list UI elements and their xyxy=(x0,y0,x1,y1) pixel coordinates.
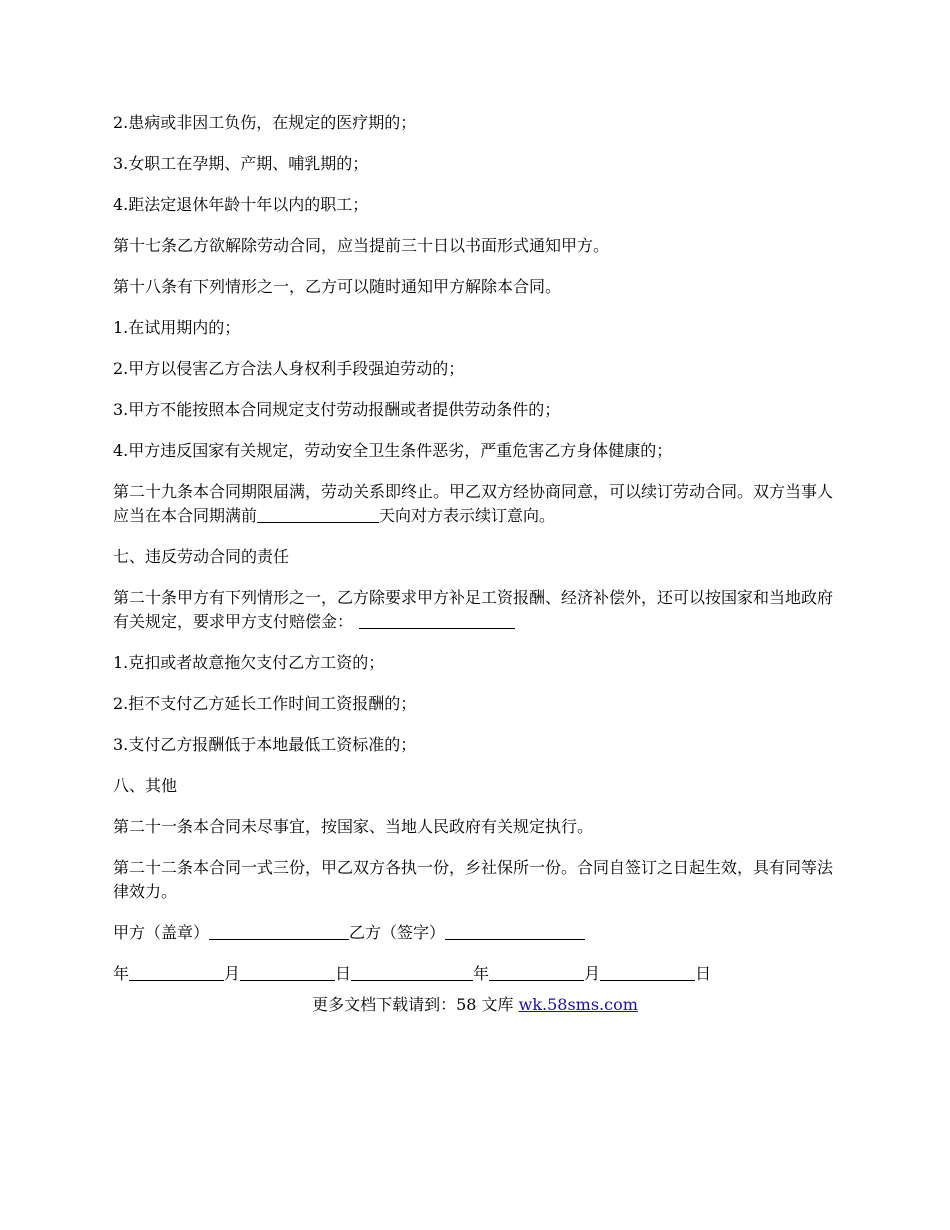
compensation-blank-field[interactable] xyxy=(359,612,515,629)
article-17: 第十七条乙方欲解除劳动合同，应当提前三十日以书面形式通知甲方。 xyxy=(113,236,610,255)
year-label: 年 xyxy=(113,964,130,983)
days-blank-field[interactable] xyxy=(257,506,379,523)
clause-line: 3.支付乙方报酬低于本地最低工资标准的； xyxy=(113,735,417,754)
article-29-text-end: 天向对方表示续订意向。 xyxy=(379,506,556,525)
footer-link[interactable]: wk.58sms.com xyxy=(518,995,638,1014)
article-20-text: 第二十条甲方有下列情形之一，乙方除要求甲方补足工资报酬、经济补偿外，还可以按国家和当地政府有关规定，要求甲方支付赔偿金： xyxy=(113,588,834,631)
year-label: 年 xyxy=(473,964,490,983)
year-field-a[interactable] xyxy=(129,964,224,981)
party-a-label: 甲方（盖章） xyxy=(113,923,210,942)
clause-line: 4.甲方违反国家有关规定，劳动安全卫生条件恶劣，严重危害乙方身体健康的； xyxy=(113,441,673,460)
year-field-b[interactable] xyxy=(489,964,584,981)
party-b-sign-field[interactable] xyxy=(445,923,585,940)
clause-line: 3.甲方不能按照本合同规定支付劳动报酬或者提供劳动条件的； xyxy=(113,400,561,419)
party-b-label: 乙方（签字） xyxy=(349,923,446,942)
article-20 xyxy=(113,586,848,634)
footer-text: 更多文档下载请到：58 文库 xyxy=(312,995,519,1014)
month-label: 月 xyxy=(224,964,241,983)
clause-line: 3.女职工在孕期、产期、哺乳期的； xyxy=(113,154,369,173)
article-18: 第十八条有下列情形之一，乙方可以随时通知甲方解除本合同。 xyxy=(113,277,562,296)
party-a-seal-field[interactable] xyxy=(209,923,349,940)
section-7-title: 七、违反劳动合同的责任 xyxy=(113,547,290,566)
month-field-b[interactable] xyxy=(600,964,695,981)
month-label: 月 xyxy=(584,964,601,983)
section-8-title: 八、其他 xyxy=(113,776,178,795)
article-22: 第二十二条本合同一式三份，甲乙双方各执一份，乡社保所一份。合同自签订之日起生效，具有同等法律效力。 xyxy=(113,858,834,901)
article-29 xyxy=(113,480,848,528)
clause-line: 1.在试用期内的； xyxy=(113,318,241,337)
day-field-a[interactable] xyxy=(351,964,473,981)
month-field-a[interactable] xyxy=(240,964,335,981)
download-footer xyxy=(0,993,950,1017)
clause-line: 1.克扣或者故意拖欠支付乙方工资的； xyxy=(113,653,385,672)
clause-line: 2.拒不支付乙方延长工作时间工资报酬的； xyxy=(113,694,417,713)
clause-line: 4.距法定退休年龄十年以内的职工； xyxy=(113,195,369,214)
day-label: 日 xyxy=(695,964,712,983)
article-29-text: 第二十九条本合同期限届满，劳动关系即终止。甲乙双方经协商同意，可以续订劳动合同。双方当事人应当在本合同期满前 xyxy=(113,482,834,525)
signature-line xyxy=(113,921,848,945)
clause-line: 2.患病或非因工负伤，在规定的医疗期的； xyxy=(113,113,417,132)
date-line xyxy=(113,962,848,986)
day-label: 日 xyxy=(335,964,352,983)
article-21: 第二十一条本合同未尽事宜，按国家、当地人民政府有关规定执行。 xyxy=(113,817,594,836)
clause-line: 2.甲方以侵害乙方合法人身权利手段强迫劳动的； xyxy=(113,359,465,378)
document-body xyxy=(113,111,848,1003)
